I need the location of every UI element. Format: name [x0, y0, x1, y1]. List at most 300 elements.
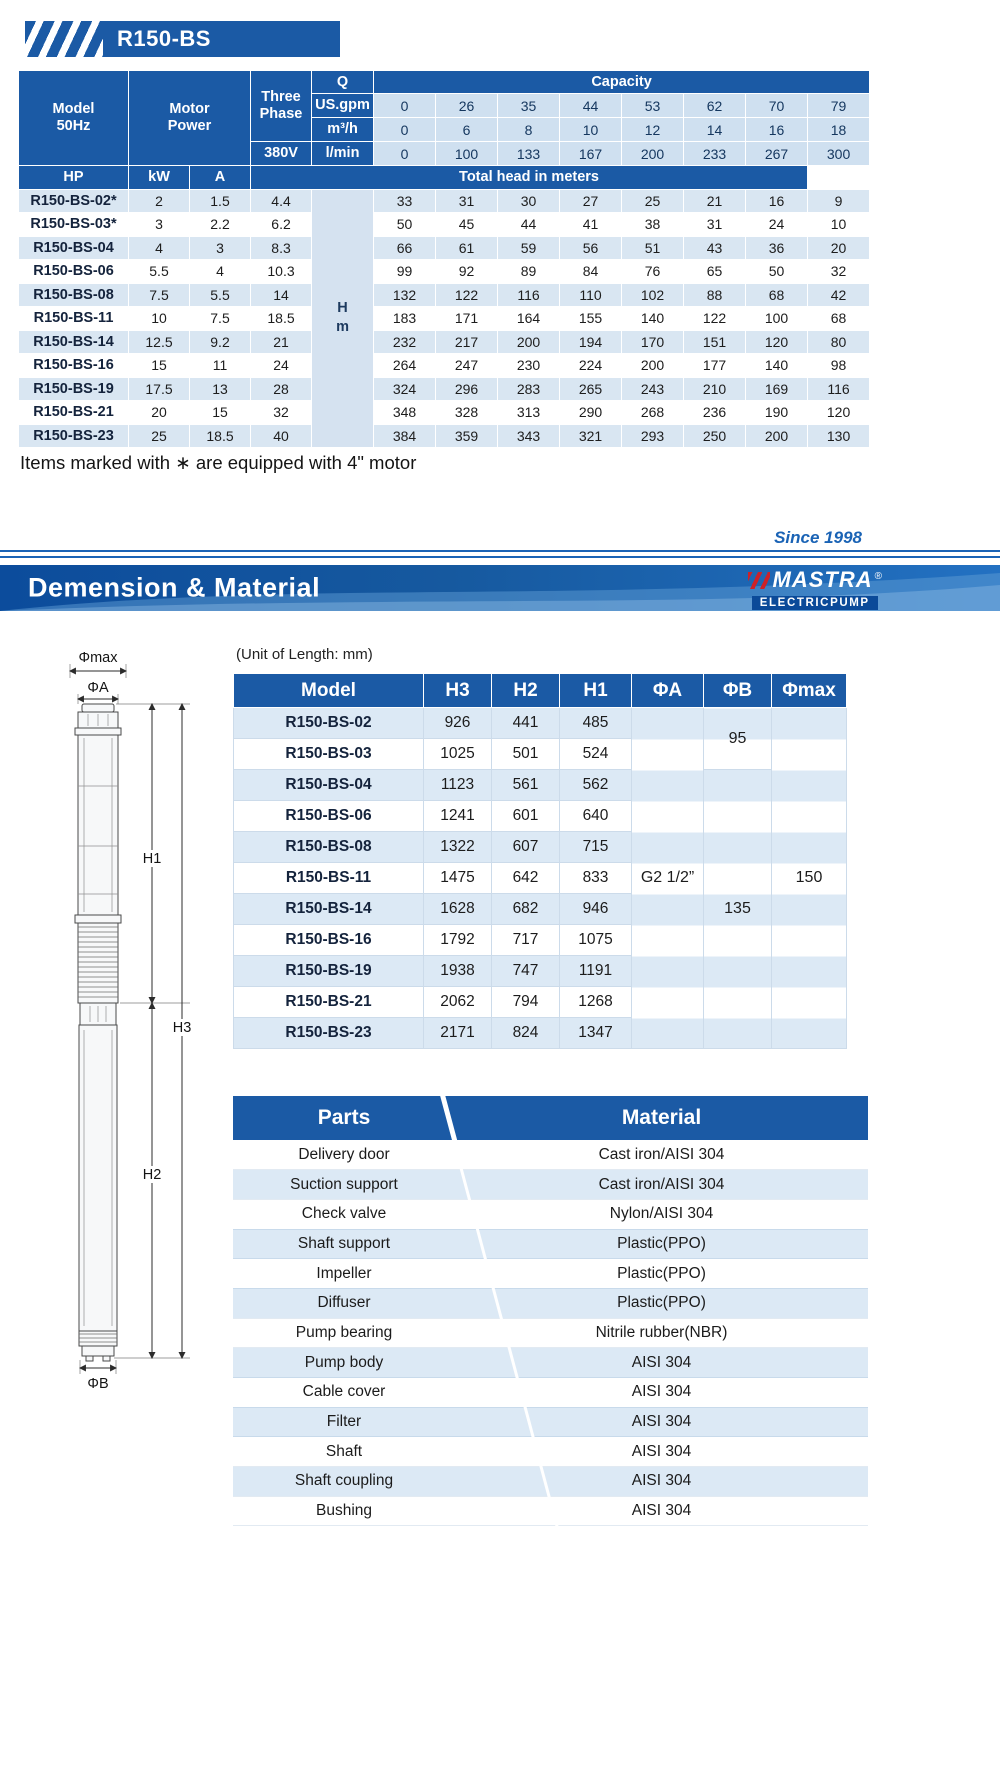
part-name: Suction support — [233, 1170, 455, 1200]
kw-value: 5.5 — [190, 283, 251, 307]
phi-b-value: 135 — [704, 770, 772, 1049]
capacity-value: 0 — [374, 142, 436, 166]
pump-body-drawing — [75, 704, 121, 1361]
material-value: AISI 304 — [455, 1467, 868, 1497]
performance-row — [19, 213, 870, 237]
head-value: 217 — [436, 330, 498, 354]
head-value: 99 — [374, 260, 436, 284]
kw-value: 4 — [190, 260, 251, 284]
pump-diagram — [40, 646, 250, 1396]
capacity-header-row — [19, 71, 870, 94]
parts-header-row — [233, 1096, 868, 1140]
phase-label-line1: Three — [261, 89, 301, 106]
parts-header: Parts — [233, 1096, 455, 1140]
phi-b-value: 95 — [704, 708, 772, 770]
h3-value: 1792 — [424, 925, 492, 956]
head-value: 80 — [808, 330, 870, 354]
head-value: 268 — [622, 401, 684, 425]
hp-value: 15 — [129, 354, 190, 378]
parts-row — [233, 1467, 868, 1497]
head-value: 122 — [684, 307, 746, 331]
model-name: R150-BS-21 — [19, 401, 129, 425]
logo-stripes-icon — [748, 572, 770, 589]
capacity-value: 233 — [684, 142, 746, 166]
current-value: 6.2 — [251, 213, 312, 237]
head-value: 155 — [560, 307, 622, 331]
h1-value: 1268 — [560, 987, 632, 1018]
hp-value: 4 — [129, 236, 190, 260]
head-value: 250 — [684, 424, 746, 448]
performance-row — [19, 283, 870, 307]
h2-value: 717 — [492, 925, 560, 956]
head-value: 194 — [560, 330, 622, 354]
head-value: 44 — [498, 213, 560, 237]
registered-mark: ® — [874, 570, 882, 582]
head-value: 120 — [808, 401, 870, 425]
capacity-value: 44 — [560, 94, 622, 118]
head-value: 116 — [808, 377, 870, 401]
model-name: R150-BS-16 — [19, 354, 129, 378]
head-value: 384 — [374, 424, 436, 448]
head-value: 41 — [560, 213, 622, 237]
h3-value: 2171 — [424, 1018, 492, 1049]
head-value: 324 — [374, 377, 436, 401]
head-value: 210 — [684, 377, 746, 401]
head-value: 293 — [622, 424, 684, 448]
model-name: R150-BS-19 — [19, 377, 129, 401]
motor-label-line2: Power — [167, 118, 212, 134]
h2-value: 824 — [492, 1018, 560, 1049]
h1-value: 640 — [560, 801, 632, 832]
head-value: 177 — [684, 354, 746, 378]
model-name: R150-BS-03* — [19, 213, 129, 237]
current-value: 28 — [251, 377, 312, 401]
model-name: R150-BS-21 — [234, 987, 424, 1018]
parts-row — [233, 1378, 868, 1408]
parts-row — [233, 1318, 868, 1348]
capacity-value: 6 — [436, 118, 498, 142]
head-value: 140 — [622, 307, 684, 331]
model-name: R150-BS-04 — [234, 770, 424, 801]
frequency-label: 50Hz — [56, 118, 91, 134]
h3-value: 1938 — [424, 956, 492, 987]
material-value: AISI 304 — [455, 1496, 868, 1526]
head-value: 321 — [560, 424, 622, 448]
head-value: 100 — [746, 307, 808, 331]
material-value: AISI 304 — [455, 1407, 868, 1437]
head-value: 183 — [374, 307, 436, 331]
voltage-header: 380V — [251, 142, 312, 166]
divider-line — [0, 556, 1000, 558]
current-value: 40 — [251, 424, 312, 448]
h2-value: 794 — [492, 987, 560, 1018]
hp-header: HP — [19, 166, 129, 190]
performance-row — [19, 424, 870, 448]
head-value: 171 — [436, 307, 498, 331]
head-value: 265 — [560, 377, 622, 401]
kw-value: 13 — [190, 377, 251, 401]
part-name: Filter — [233, 1407, 455, 1437]
kw-value: 3 — [190, 236, 251, 260]
hp-value: 25 — [129, 424, 190, 448]
material-header: Material — [455, 1096, 868, 1140]
head-value: 296 — [436, 377, 498, 401]
capacity-value: 133 — [498, 142, 560, 166]
capacity-value: 0 — [374, 94, 436, 118]
parts-material-section — [233, 1096, 868, 1526]
h1-value: 715 — [560, 832, 632, 863]
capacity-value: 26 — [436, 94, 498, 118]
head-value: 24 — [746, 213, 808, 237]
h2-value: 441 — [492, 708, 560, 739]
kw-value: 1.5 — [190, 189, 251, 213]
head-value: 164 — [498, 307, 560, 331]
capacity-value: 12 — [622, 118, 684, 142]
head-value: 102 — [622, 283, 684, 307]
current-value: 4.4 — [251, 189, 312, 213]
h1-value: 562 — [560, 770, 632, 801]
part-name: Cable cover — [233, 1378, 455, 1408]
h2-value: 601 — [492, 801, 560, 832]
since-divider — [0, 528, 1000, 560]
head-value: 31 — [684, 213, 746, 237]
model-name: R150-BS-03 — [234, 739, 424, 770]
dimension-phib — [80, 1360, 116, 1392]
head-value: 283 — [498, 377, 560, 401]
since-label: Since 1998 — [774, 528, 862, 547]
model-name: R150-BS-08 — [19, 283, 129, 307]
total-head-header: Total head in meters — [251, 166, 808, 190]
material-value: Cast iron/AISI 304 — [455, 1140, 868, 1170]
model-name: R150-BS-02 — [234, 708, 424, 739]
capacity-header: Capacity — [374, 71, 870, 94]
hp-value: 5.5 — [129, 260, 190, 284]
model-name: R150-BS-02* — [19, 189, 129, 213]
part-name: Shaft — [233, 1437, 455, 1467]
model-name: R150-BS-16 — [234, 925, 424, 956]
parts-row — [233, 1407, 868, 1437]
kw-value: 18.5 — [190, 424, 251, 448]
capacity-value: 200 — [622, 142, 684, 166]
material-value: Nylon/AISI 304 — [455, 1199, 868, 1229]
head-value: 68 — [746, 283, 808, 307]
h2-value: 501 — [492, 739, 560, 770]
subheader-row — [19, 166, 870, 190]
kw-value: 7.5 — [190, 307, 251, 331]
head-value: 169 — [746, 377, 808, 401]
kw-value: 15 — [190, 401, 251, 425]
material-value: Cast iron/AISI 304 — [455, 1170, 868, 1200]
divider-line — [0, 550, 1000, 552]
dimension-phimax — [70, 650, 126, 678]
diagonal-stripes-decoration — [25, 21, 103, 57]
performance-row — [19, 377, 870, 401]
kw-value: 2.2 — [190, 213, 251, 237]
head-value: 50 — [746, 260, 808, 284]
h1-label: H1 — [142, 851, 162, 867]
capacity-value: 16 — [746, 118, 808, 142]
head-value: 232 — [374, 330, 436, 354]
performance-table-header — [19, 71, 870, 166]
h3-value: 1475 — [424, 863, 492, 894]
material-value: Plastic(PPO) — [455, 1288, 868, 1318]
hp-value: 10 — [129, 307, 190, 331]
current-value: 18.5 — [251, 307, 312, 331]
series-title-bar — [25, 21, 340, 57]
head-value: 36 — [746, 236, 808, 260]
dims-header-model: Model — [234, 674, 424, 708]
head-value: 25 — [622, 189, 684, 213]
part-name: Shaft coupling — [233, 1467, 455, 1497]
head-value: 33 — [374, 189, 436, 213]
performance-row — [19, 330, 870, 354]
hp-value: 17.5 — [129, 377, 190, 401]
pump-drawing-svg — [40, 646, 250, 1396]
model-name: R150-BS-11 — [234, 863, 424, 894]
capacity-value: 300 — [808, 142, 870, 166]
h3-value: 1322 — [424, 832, 492, 863]
phi-max-value: 150 — [772, 708, 847, 1049]
head-value: 27 — [560, 189, 622, 213]
head-value: 190 — [746, 401, 808, 425]
head-value: 42 — [808, 283, 870, 307]
kw-value: 11 — [190, 354, 251, 378]
model-name: R150-BS-08 — [234, 832, 424, 863]
capacity-value: 53 — [622, 94, 684, 118]
part-name: Impeller — [233, 1259, 455, 1289]
parts-row — [233, 1140, 868, 1170]
brand-logo-top — [748, 567, 882, 593]
current-value: 8.3 — [251, 236, 312, 260]
head-value: 65 — [684, 260, 746, 284]
amp-header: A — [190, 166, 251, 190]
head-value: 264 — [374, 354, 436, 378]
part-name: Bushing — [233, 1496, 455, 1526]
page-title: R150-BS — [117, 26, 211, 51]
hp-value: 12.5 — [129, 330, 190, 354]
dims-header-h2: H2 — [492, 674, 560, 708]
head-value: 88 — [684, 283, 746, 307]
parts-table-header — [233, 1096, 868, 1140]
parts-row — [233, 1437, 868, 1467]
hp-value: 3 — [129, 213, 190, 237]
material-value: AISI 304 — [455, 1437, 868, 1467]
head-value: 31 — [436, 189, 498, 213]
hp-value: 20 — [129, 401, 190, 425]
h3-value: 926 — [424, 708, 492, 739]
head-value: 61 — [436, 236, 498, 260]
h2-value: 642 — [492, 863, 560, 894]
performance-table — [18, 70, 870, 448]
performance-row — [19, 401, 870, 425]
head-value: 68 — [808, 307, 870, 331]
head-value: 343 — [498, 424, 560, 448]
head-value: 59 — [498, 236, 560, 260]
h2-value: 561 — [492, 770, 560, 801]
parts-material-table — [233, 1096, 868, 1526]
h1-value: 485 — [560, 708, 632, 739]
kw-header: kW — [129, 166, 190, 190]
capacity-value: 0 — [374, 118, 436, 142]
dims-header-phi-max: Φmax — [772, 674, 847, 708]
head-value: 116 — [498, 283, 560, 307]
phi-b-label: ΦB — [87, 1376, 109, 1392]
model-column-header — [19, 71, 129, 166]
phi-max-label: Φmax — [78, 650, 118, 666]
head-value: 50 — [374, 213, 436, 237]
head-value: 16 — [746, 189, 808, 213]
head-value: 38 — [622, 213, 684, 237]
h2-label: H2 — [142, 1167, 162, 1183]
phi-a-label: ΦA — [87, 680, 109, 696]
current-value: 10.3 — [251, 260, 312, 284]
phi-a-value: G2 1/2” — [632, 708, 704, 1049]
part-name: Shaft support — [233, 1229, 455, 1259]
capacity-value: 79 — [808, 94, 870, 118]
current-value: 24 — [251, 354, 312, 378]
model-name: R150-BS-04 — [19, 236, 129, 260]
model-name: R150-BS-11 — [19, 307, 129, 331]
head-value: 243 — [622, 377, 684, 401]
dimensions-table-body — [234, 708, 847, 1049]
unit-note: (Unit of Length: mm) — [236, 646, 373, 663]
section-banner — [0, 565, 1000, 611]
h3-value: 1628 — [424, 894, 492, 925]
capacity-value: 267 — [746, 142, 808, 166]
head-value: 56 — [560, 236, 622, 260]
h1-value: 1075 — [560, 925, 632, 956]
head-value: 200 — [498, 330, 560, 354]
performance-row — [19, 354, 870, 378]
dimension-h1 — [140, 704, 164, 1003]
material-value: AISI 304 — [455, 1378, 868, 1408]
capacity-value: 14 — [684, 118, 746, 142]
capacity-value: 167 — [560, 142, 622, 166]
model-name: R150-BS-19 — [234, 956, 424, 987]
parts-row — [233, 1348, 868, 1378]
kw-value: 9.2 — [190, 330, 251, 354]
head-value: 224 — [560, 354, 622, 378]
performance-row — [19, 236, 870, 260]
head-value: 10 — [808, 213, 870, 237]
model-name: R150-BS-06 — [234, 801, 424, 832]
dims-header-phi-b: ΦB — [704, 674, 772, 708]
head-value: 328 — [436, 401, 498, 425]
performance-table-body — [19, 166, 870, 448]
h3-value: 1241 — [424, 801, 492, 832]
dimension-row — [234, 708, 847, 739]
model-name: R150-BS-14 — [19, 330, 129, 354]
motor-power-header — [129, 71, 251, 166]
model-name: R150-BS-23 — [19, 424, 129, 448]
head-value: 200 — [746, 424, 808, 448]
dims-header-h1: H1 — [560, 674, 632, 708]
h1-value: 1191 — [560, 956, 632, 987]
head-value: 151 — [684, 330, 746, 354]
head-value: 140 — [746, 354, 808, 378]
head-value: 110 — [560, 283, 622, 307]
head-value: 84 — [560, 260, 622, 284]
flow-unit-header: l/min — [312, 142, 374, 166]
capacity-value: 18 — [808, 118, 870, 142]
brand-name: MASTRA — [772, 567, 873, 592]
brand-logo — [748, 567, 882, 611]
model-name: R150-BS-06 — [19, 260, 129, 284]
head-value: 120 — [746, 330, 808, 354]
h1-value: 1347 — [560, 1018, 632, 1049]
asterisk-footnote: Items marked with ∗ are equipped with 4" motor — [20, 452, 417, 473]
head-value: 170 — [622, 330, 684, 354]
parts-row — [233, 1259, 868, 1289]
dims-header-h3: H3 — [424, 674, 492, 708]
head-value: 122 — [436, 283, 498, 307]
section-title: Demension & Material — [28, 572, 321, 603]
dims-header-phi-a: ΦA — [632, 674, 704, 708]
hp-value: 7.5 — [129, 283, 190, 307]
part-name: Pump body — [233, 1348, 455, 1378]
capacity-value: 8 — [498, 118, 560, 142]
head-value: 43 — [684, 236, 746, 260]
head-value: 30 — [498, 189, 560, 213]
brand-subtitle: ELECTRICPUMP — [752, 596, 878, 610]
head-value: 45 — [436, 213, 498, 237]
h1-value: 833 — [560, 863, 632, 894]
parts-table-body — [233, 1140, 868, 1526]
head-value: 247 — [436, 354, 498, 378]
part-name: Check valve — [233, 1199, 455, 1229]
dimensions-header-row — [234, 674, 847, 708]
three-phase-header — [251, 71, 312, 142]
capacity-value: 100 — [436, 142, 498, 166]
performance-row — [19, 189, 870, 213]
dimension-h2 — [140, 1003, 164, 1358]
head-value: 132 — [374, 283, 436, 307]
head-value: 66 — [374, 236, 436, 260]
head-value: 76 — [622, 260, 684, 284]
head-value: 230 — [498, 354, 560, 378]
head-value: 359 — [436, 424, 498, 448]
h3-value: 1025 — [424, 739, 492, 770]
flow-unit-header: m³/h — [312, 118, 374, 142]
dimensions-table-header — [234, 674, 847, 708]
head-value: 348 — [374, 401, 436, 425]
head-value: 9 — [808, 189, 870, 213]
capacity-value: 70 — [746, 94, 808, 118]
model-name: R150-BS-14 — [234, 894, 424, 925]
part-name: Pump bearing — [233, 1318, 455, 1348]
head-value: 236 — [684, 401, 746, 425]
q-header: Q — [312, 71, 374, 94]
h3-value: 1123 — [424, 770, 492, 801]
dimension-phia — [78, 680, 118, 704]
material-value: AISI 304 — [455, 1348, 868, 1378]
h1-value: 946 — [560, 894, 632, 925]
part-name: Diffuser — [233, 1288, 455, 1318]
current-value: 14 — [251, 283, 312, 307]
head-value: 92 — [436, 260, 498, 284]
current-value: 21 — [251, 330, 312, 354]
performance-row — [19, 307, 870, 331]
dimension-row — [234, 770, 847, 801]
head-value: 51 — [622, 236, 684, 260]
dimension-h3 — [170, 704, 194, 1358]
head-value: 290 — [560, 401, 622, 425]
phase-label-line2: Phase — [259, 106, 303, 122]
hp-value: 2 — [129, 189, 190, 213]
h2-value: 607 — [492, 832, 560, 863]
material-value: Nitrile rubber(NBR) — [455, 1318, 868, 1348]
dimensions-table — [233, 673, 847, 1049]
